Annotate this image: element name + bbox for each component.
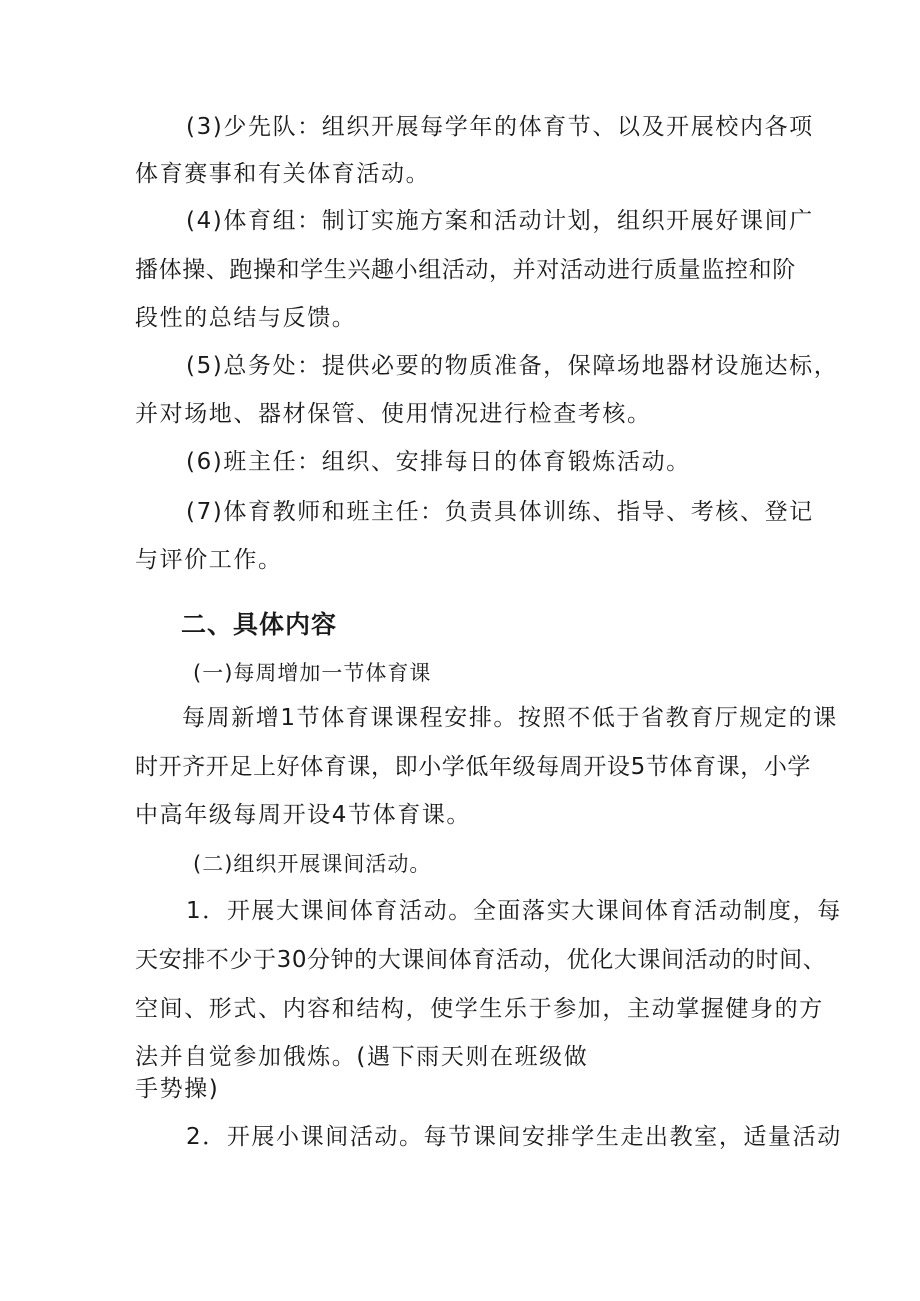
paragraph-5-line-2: 并对场地、器材保管、使用情况进行检查考核。 [135, 401, 652, 427]
subsection-1-line-3: 中高年级每周开设4节体育课。 [135, 802, 472, 828]
item-1-line-4: 法并自觉参加俄炼。(遇下雨天则在班级做 [135, 1044, 589, 1070]
paragraph-4-line-1: (4)体育组：制订实施方案和活动计划，组织开展好课间广 [186, 208, 814, 234]
section-heading: 二、具体内容 [181, 610, 338, 639]
item-2-line-1: 2．开展小课间活动。每节课间安排学生走出教室，适量活动 [186, 1124, 842, 1150]
item-1-line-1: 1．开展大课间体育活动。全面落实大课间体育活动制度，每 [186, 898, 842, 924]
paragraph-4-line-3: 段性的总结与反馈。 [135, 305, 357, 331]
subsection-1-line-2: 时开齐开足上好体育课，即小学低年级每周开设5节体育课，小学 [135, 754, 812, 780]
paragraph-4-line-2: 播体操、跑操和学生兴趣小组活动，并对活动进行质量监控和阶 [135, 257, 796, 283]
item-1-line-3: 空间、形式、内容和结构，使学生乐于参加，主动掌握健身的方 [135, 996, 824, 1022]
paragraph-3-line-1: (3)少先队：组织开展每学年的体育节、以及开展校内各项 [186, 114, 814, 140]
paragraph-6-line-1: (6)班主任：组织、安排每日的体育锻炼活动。 [186, 449, 691, 475]
item-1-line-2: 天安排不少于30分钟的大课间体育活动，优化大课间活动的时间、 [135, 947, 827, 973]
paragraph-3-line-2: 体育赛事和有关体育活动。 [135, 161, 431, 187]
subsection-1-line-1: 每周新增1节体育课课程安排。按照不低于省教育厅规定的课 [182, 705, 838, 731]
subsection-2-title: (二)组织开展课间活动。 [193, 852, 432, 876]
paragraph-5-line-1: (5)总务处：提供必要的物质准备，保障场地器材设施达标， [186, 353, 839, 379]
subsection-1-title: (一)每周增加一节体育课 [193, 661, 432, 685]
paragraph-7-line-1: (7)体育教师和班主任：负责具体训练、指导、考核、登记 [186, 499, 814, 525]
paragraph-7-line-2: 与评价工作。 [135, 547, 283, 573]
item-1-line-5: 手势操) [135, 1076, 220, 1102]
